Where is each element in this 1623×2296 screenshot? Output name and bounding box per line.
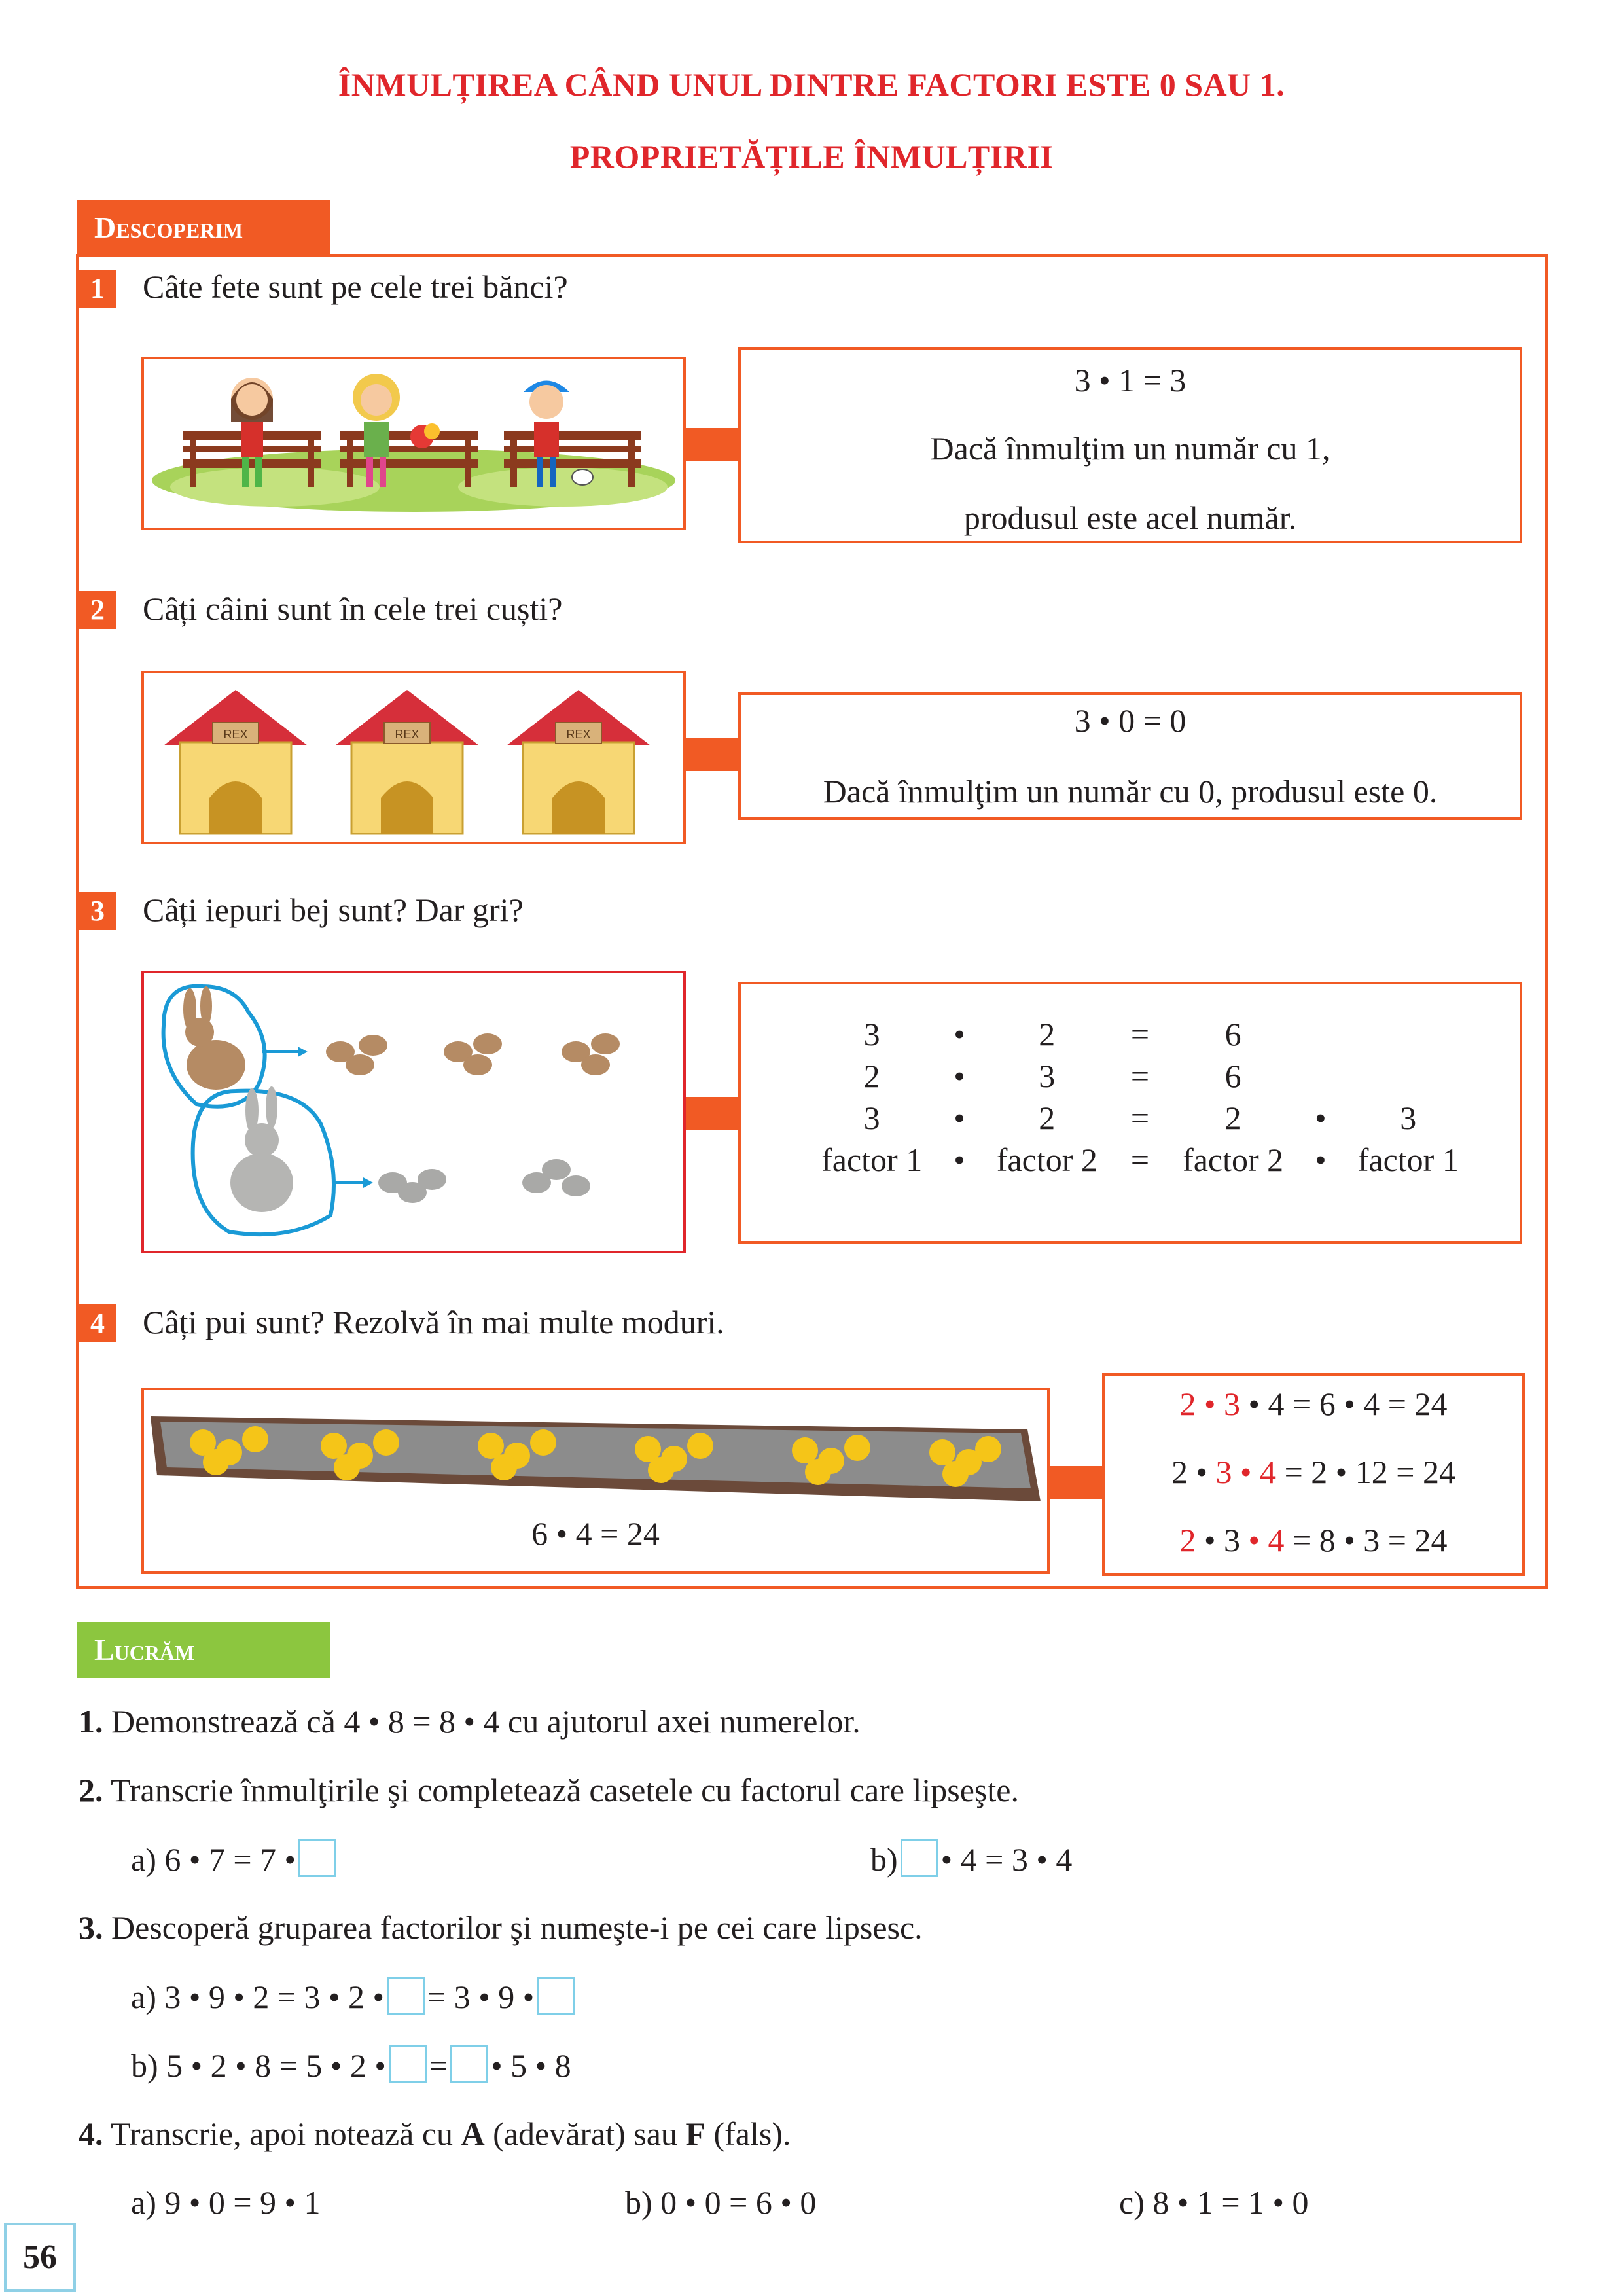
- answer-box-1: [738, 347, 1522, 543]
- exercise-text: (adevărat) sau: [493, 2115, 677, 2152]
- connector: [686, 1097, 740, 1130]
- cell: 3: [1400, 1100, 1417, 1136]
- answer-part: = 8 • 3 = 24: [1284, 1522, 1448, 1558]
- answer-part: = 2 • 12 = 24: [1276, 1454, 1455, 1490]
- cell: [1311, 1013, 1329, 1055]
- exercise-3b: [131, 2045, 571, 2085]
- kennel-sign: REX: [223, 728, 248, 741]
- cell: factor 2: [1183, 1141, 1284, 1178]
- exercise-3a: [131, 1977, 577, 2017]
- cell: factor 1: [821, 1141, 923, 1178]
- exercise-text: (fals).: [713, 2115, 791, 2152]
- cell: •: [954, 1016, 965, 1052]
- question-text: Câți câini sunt în cele trei cuști?: [143, 590, 563, 627]
- rabbits-picture: [141, 971, 686, 1253]
- exercise-2b: [870, 1839, 1072, 1879]
- kennels-picture: [141, 671, 686, 844]
- kennel-sign: REX: [566, 728, 591, 741]
- exercise-text: Descoperă gruparea factorilor şi numeşte-i pe cei care lipsesc.: [111, 1909, 923, 1946]
- answer-line: [1105, 1521, 1522, 1559]
- answer-box-3: [738, 982, 1522, 1244]
- exercise-text-bold: F: [685, 2115, 705, 2152]
- cell: 2: [1039, 1100, 1056, 1136]
- answer-line: [1105, 1385, 1522, 1423]
- question-text: Câte fete sunt pe cele trei bănci?: [143, 268, 568, 305]
- exercise-4a: a) 9 • 0 = 9 • 1: [131, 2184, 321, 2221]
- question-text: Câți pui sunt? Rezolvă în mai multe moduri.: [143, 1304, 724, 1340]
- answer-part-red: • 4: [1248, 1522, 1285, 1558]
- answer-line: produsul este acel număr.: [963, 499, 1297, 536]
- section-tag-work: Lucrăm: [77, 1622, 330, 1678]
- answer-part: • 3: [1196, 1522, 1249, 1558]
- exercise-2: [79, 1770, 1019, 1810]
- page-subtitle: PROPRIETĂȚILE ÎNMULȚIRII: [569, 138, 1054, 175]
- page-title: ÎNMULȚIREA CÂND UNUL DINTRE FACTORI ESTE 0 SAU 1.: [338, 66, 1285, 103]
- answer-part-red: 2 • 3: [1179, 1386, 1241, 1422]
- answer-blank[interactable]: [901, 1839, 938, 1877]
- cell: •: [1315, 1141, 1327, 1178]
- cell: =: [1130, 1141, 1150, 1178]
- exercise-number: 2.: [79, 1772, 103, 1808]
- cell: factor 2: [996, 1141, 1097, 1178]
- answer-blank[interactable]: [298, 1839, 336, 1877]
- exercise-item: b): [870, 1841, 898, 1878]
- answer-blank[interactable]: [537, 1977, 575, 2015]
- cell: 3: [863, 1016, 880, 1052]
- chicks-picture: [141, 1388, 1050, 1574]
- answer-blank[interactable]: [389, 2045, 427, 2083]
- connector: [1050, 1466, 1103, 1499]
- chicks-tray-illustration: [144, 1390, 1047, 1521]
- exercise-item: =: [429, 2047, 448, 2084]
- cell: 2: [1224, 1100, 1241, 1136]
- kennels-illustration: [144, 673, 683, 842]
- question-text: Câți iepuri bej sunt? Dar gri?: [143, 891, 524, 928]
- exercise-4: [79, 2114, 791, 2153]
- item-number: 2: [79, 591, 116, 629]
- exercise-1: [79, 1702, 861, 1741]
- exercise-2a: [131, 1839, 339, 1879]
- cell: 6: [1224, 1058, 1241, 1094]
- cell: •: [954, 1141, 965, 1178]
- answer-blank[interactable]: [387, 1977, 425, 2015]
- answer-blank[interactable]: [450, 2045, 488, 2083]
- exercise-text: Demonstrează că 4 • 8 = 8 • 4 cu ajutorul axei numerelor.: [111, 1703, 861, 1740]
- exercise-4b: b) 0 • 0 = 6 • 0: [625, 2184, 817, 2221]
- benches-illustration: [144, 359, 683, 528]
- exercise-text: Transcrie înmulţirile şi completează casetele cu factorul care lipseşte.: [111, 1772, 1019, 1808]
- exercise-item: • 4 = 3 • 4: [940, 1841, 1073, 1878]
- answer-line: Dacă înmulţim un număr cu 1,: [930, 430, 1330, 467]
- answer-box-2: [738, 692, 1522, 820]
- exercise-text: Transcrie, apoi notează cu: [111, 2115, 454, 2152]
- item-number: 4: [79, 1304, 116, 1342]
- cell: [1311, 1055, 1329, 1097]
- cell: 6: [1224, 1016, 1241, 1052]
- answer-box-4: [1102, 1373, 1525, 1576]
- exercise-item: • 5 • 8: [491, 2047, 571, 2084]
- answer-part: • 4 = 6 • 4 = 24: [1240, 1386, 1448, 1422]
- cell: 2: [863, 1058, 880, 1094]
- answer-part-red: 2: [1179, 1522, 1196, 1558]
- commutativity-table: [793, 1013, 1487, 1181]
- answer-line: 3 • 1 = 3: [1074, 362, 1186, 399]
- exercise-item: b) 5 • 2 • 8 = 5 • 2 •: [131, 2047, 386, 2084]
- exercise-item: a) 6 • 7 = 7 •: [131, 1841, 296, 1878]
- cell: factor 1: [1357, 1141, 1459, 1178]
- cell: •: [1315, 1100, 1327, 1136]
- exercise-text-bold: A: [461, 2115, 485, 2152]
- exercise-item: a) 3 • 9 • 2 = 3 • 2 •: [131, 1979, 385, 2015]
- cell: [1330, 1013, 1487, 1055]
- cell: 3: [863, 1100, 880, 1136]
- cell: •: [954, 1058, 965, 1094]
- exercise-3: [79, 1908, 923, 1947]
- cell: =: [1130, 1058, 1150, 1094]
- exercise-number: 4.: [79, 2115, 103, 2152]
- answer-part: 2 •: [1171, 1454, 1216, 1490]
- cell: [1330, 1055, 1487, 1097]
- picture-caption: 6 • 4 = 24: [531, 1515, 660, 1552]
- cell: •: [954, 1100, 965, 1136]
- cell: 3: [1039, 1058, 1056, 1094]
- cell: =: [1130, 1100, 1150, 1136]
- exercise-number: 1.: [79, 1703, 103, 1740]
- connector: [686, 738, 740, 771]
- answer-line: 3 • 0 = 0: [1074, 702, 1186, 739]
- answer-part-red: 3 • 4: [1215, 1454, 1277, 1490]
- cell: 2: [1039, 1016, 1056, 1052]
- kennel-sign: REX: [395, 728, 419, 741]
- page-number: 56: [4, 2223, 76, 2292]
- answer-line: [1105, 1453, 1522, 1491]
- item-number: 1: [79, 270, 116, 308]
- rabbits-illustration: [144, 973, 683, 1251]
- exercise-item: = 3 • 9 •: [427, 1979, 535, 2015]
- cell: =: [1130, 1016, 1150, 1052]
- exercise-number: 3.: [79, 1909, 103, 1946]
- connector: [686, 428, 740, 461]
- exercise-4c: c) 8 • 1 = 1 • 0: [1119, 2184, 1309, 2221]
- item-number: 3: [79, 892, 116, 930]
- girls-on-benches-picture: [141, 357, 686, 530]
- section-tag-discover: Descoperim: [77, 200, 330, 256]
- answer-line: Dacă înmulţim un număr cu 0, produsul este 0.: [823, 773, 1438, 810]
